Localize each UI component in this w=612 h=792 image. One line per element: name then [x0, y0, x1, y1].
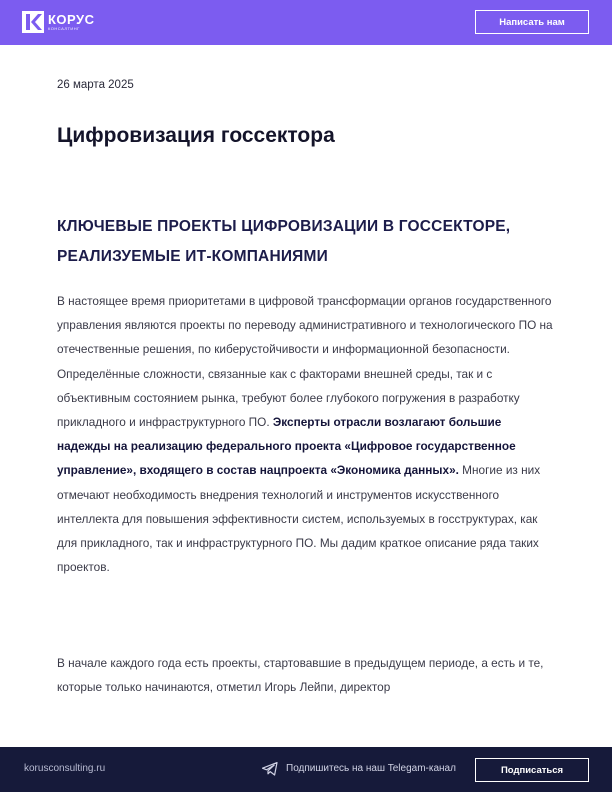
article-paragraph-1 — [57, 289, 557, 579]
top-bar — [0, 0, 612, 45]
page-title: Цифровизация госсектора — [57, 124, 335, 147]
article-paragraph-2: В начале каждого года есть проекты, стартовавшие в предыдущем периоде, а есть и те, которые только начинаются, отметил Игорь Лейпи, директор — [57, 656, 544, 695]
logo-name: КОРУС — [48, 11, 95, 27]
korus-logo[interactable] — [22, 11, 95, 33]
section-heading: КЛЮЧЕВЫЕ ПРОЕКТЫ ЦИФРОВИЗАЦИИ В ГОССЕКТОРЕ, РЕАЛИЗУЕМЫЕ ИТ-КОМПАНИЯМИ — [57, 218, 511, 265]
telegram-subscribe-text[interactable]: Подпишитесь на наш Telegam-канал — [286, 763, 456, 774]
korus-logo-icon — [22, 11, 44, 33]
logo-subtitle: КОНСАЛТИНГ — [48, 25, 80, 31]
article-date: 26 марта 2025 — [57, 79, 134, 91]
paragraph-bold-text: Эксперты отрасли возлагают большие надежды на реализацию федерального проекта «Цифровое государственное управление», входящего в состав нацпроекта «Экономика данных». — [57, 415, 516, 478]
footer-bar — [0, 747, 612, 792]
paragraph-text: В настоящее время приоритетами в цифровой трансформации органов государственного управления являются проекты по переводу административного и технологического ПО на отечественные решения, по киберустойчивости и информационной безопасности. Определённые сложности, связанные как с факторами внешней среды, так и с объективным состоянием рынка, требуют более глубокого погружения в разработку прикладного и инфраструктурного ПО. — [57, 294, 553, 430]
subscribe-button[interactable]: Подписаться — [475, 758, 589, 782]
site-link[interactable]: korusconsulting.ru — [24, 763, 106, 774]
paragraph-text: Многие из них отмечают необходимость внедрения технологий и инструментов искусственного интеллекта для повышения эффективности систем, используемых в госструктурах, как для прикладного, так и инфраструктурного ПО. Мы дадим краткое описание ряда таких проектов. — [57, 463, 541, 575]
telegram-icon[interactable] — [262, 762, 278, 776]
write-us-button[interactable]: Написать нам — [475, 10, 589, 34]
